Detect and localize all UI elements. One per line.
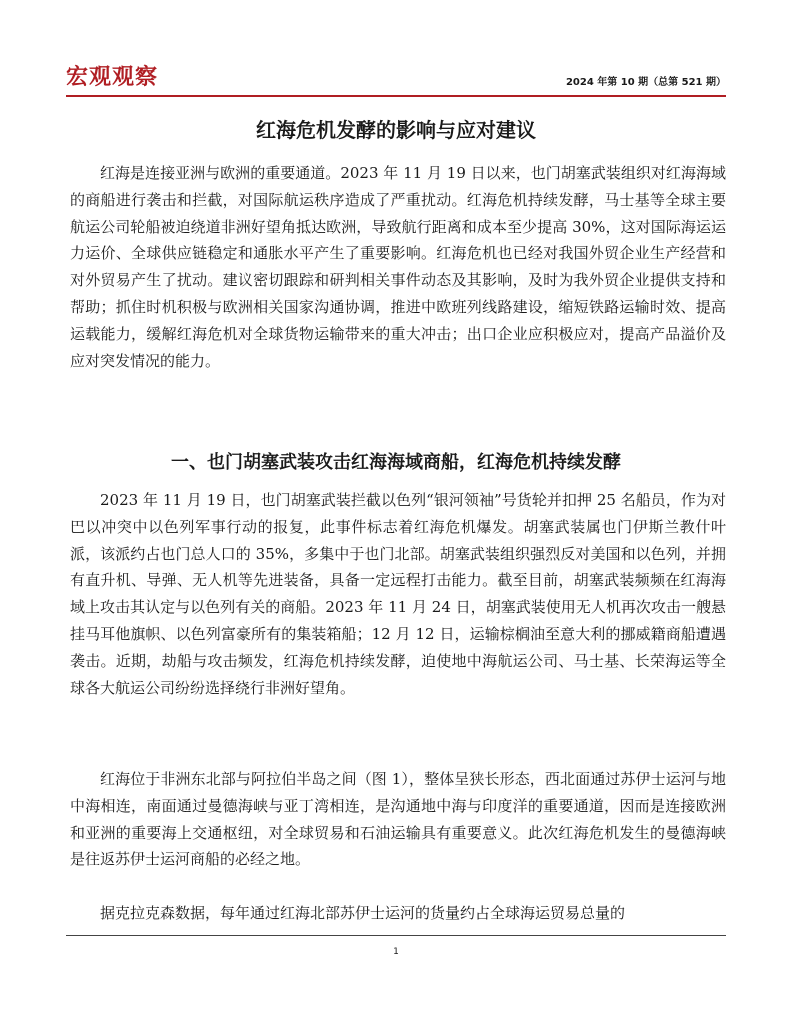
issue-number: 2024 年第 10 期（总第 521 期） xyxy=(565,77,726,88)
publication-brand: 宏观观察 xyxy=(66,65,159,90)
body-paragraph: 据克拉克森数据，每年通过红海北部苏伊士运河的货量约占全球海运贸易总量的 xyxy=(100,904,626,922)
page-header xyxy=(66,64,726,96)
body-paragraph: 红海位于非洲东北部与阿拉伯半岛之间（图 1），整体呈狭长形态，西北面通过苏伊士运河与地中海相连，南面通过曼德海峡与亚丁湾相连，是沟通地中海与印度洋的重要通道，因而是连接欧洲和亚洲的重要海上交通枢纽，对全球贸易和石油运输具有重要意义。此次红海危机发生的曼德海峡是往返苏伊士运河商船的必经之地。 xyxy=(70,770,726,869)
page-number: 1 xyxy=(393,947,399,957)
footer-rule xyxy=(66,935,726,936)
body-paragraph: 2023 年 11 月 19 日，也门胡塞武装拦截以色列“银河领袖”号货轮并扣押 25 名船员，作为对巴以冲突中以色列军事行动的报复，此事件标志着红海危机爆发。胡塞武装属也门伊斯兰教什叶派，该派约占也门总人口的 35%，多集中于也门北部。胡塞武装组织强烈反对美国和以色列，并拥有直升机、导弹、无人机等先进装备，具备一定远程打击能力。截至目前，胡塞武装频频在红海海域上攻击其认定与以色列有关的商船。2023 年 11 月 24 日，胡塞武装使用无人机再次攻击一艘悬挂马耳他旗帜、以色列富豪所有的集装箱船；12 月 12 日，运输棕榈油至意大利的挪威籍商船遭遇袭击。近期，劫船与攻击频发，红海危机持续发酵，迫使地中海航运公司、马士基、长荣海运等全球各大航运公司纷纷选择绕行非洲好望角。 xyxy=(70,491,726,697)
intro-paragraph: 红海是连接亚洲与欧洲的重要通道。2023 年 11 月 19 日以来，也门胡塞武装组织对红海海域的商船进行袭击和拦截，对国际航运秩序造成了严重扰动。红海危机持续发酵，马士基等全球主要航运公司轮船被迫绕道非洲好望角抵达欧洲，导致航行距离和成本至少提高 30%，这对国际海运运力运价、全球供应链稳定和通胀水平产生了重要影响。红海危机也已经对我国外贸企业生产经营和对外贸易产生了扰动。建议密切跟踪和研判相关事件动态及其影响，及时为我外贸企业提供支持和帮助；抓住时机积极与欧洲相关国家沟通协调，推进中欧班列线路建设，缩短铁路运输时效、提高运载能力，缓解红海危机对全球货物运输带来的重大冲击；出口企业应积极应对，提高产品溢价及应对突发情况的能力。 xyxy=(70,164,726,370)
header-rule xyxy=(66,95,726,97)
section-heading: 一、也门胡塞武装攻击红海海域商船，红海危机持续发酵 xyxy=(171,452,621,473)
document-title: 红海危机发酵的影响与应对建议 xyxy=(256,118,536,142)
